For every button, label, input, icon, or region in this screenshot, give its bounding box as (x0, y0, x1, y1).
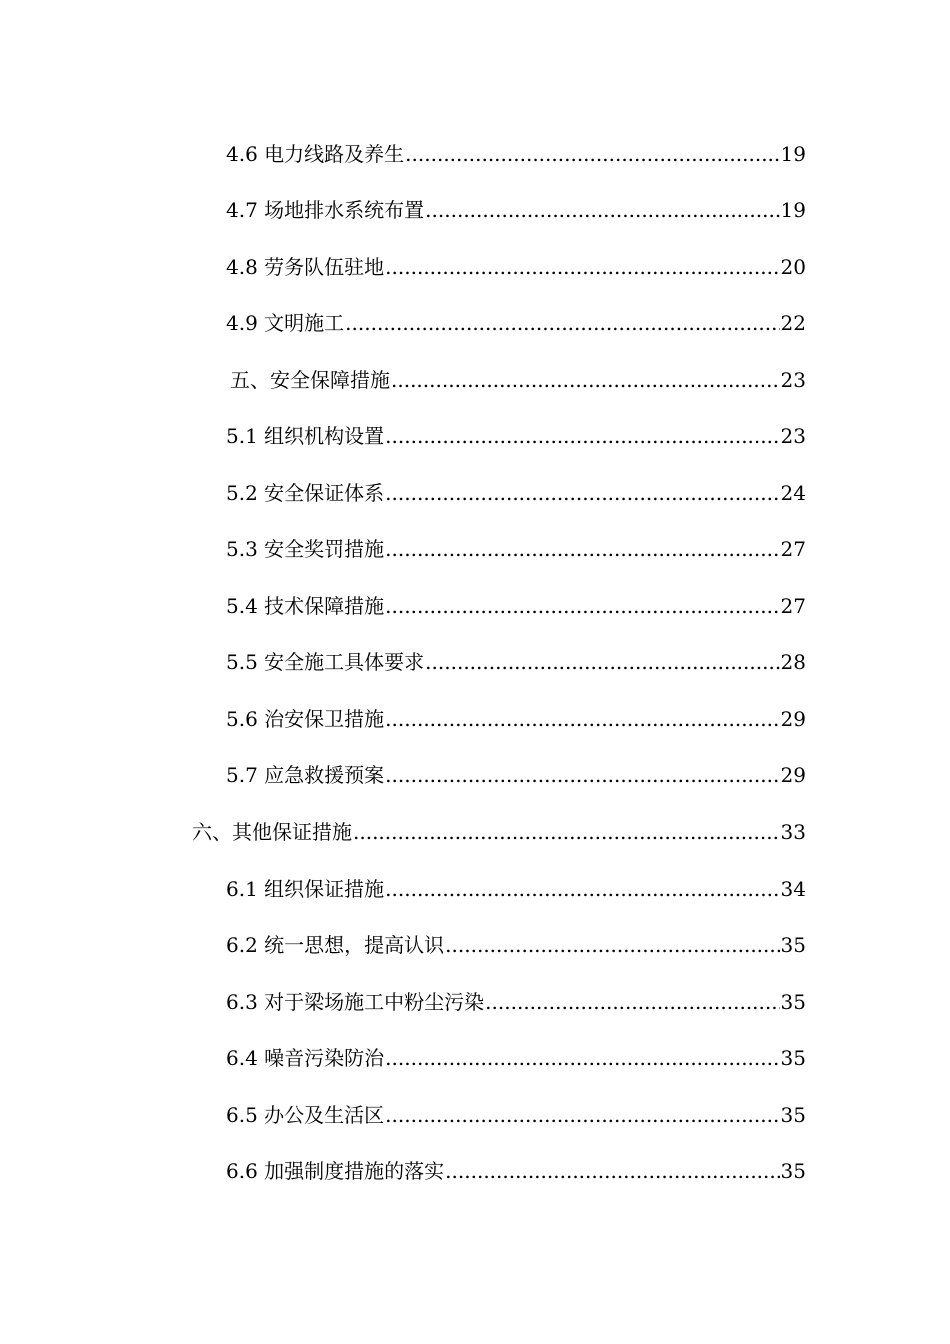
dot-leader (425, 198, 779, 222)
toc-entry-page-number: 22 (780, 311, 806, 335)
toc-entry-label: 4.9 文明施工 (226, 311, 345, 335)
dot-leader (385, 594, 779, 618)
toc-entry-page-number: 19 (780, 198, 806, 222)
toc-entry-page-number: 29 (780, 707, 806, 731)
toc-entry-page-number: 27 (780, 594, 806, 618)
dot-leader (425, 650, 779, 674)
toc-entry-page-number: 29 (780, 763, 806, 787)
dot-leader (385, 1046, 779, 1070)
toc-entry-5-5[interactable] (226, 644, 806, 674)
toc-entry-label: 6.3 对于梁场施工中粉尘污染 (226, 990, 485, 1014)
dot-leader (385, 255, 779, 279)
toc-entry-label: 五、安全保障措施 (230, 368, 390, 392)
toc-entry-6-4[interactable] (226, 1040, 806, 1070)
toc-entry-page-number: 35 (780, 1046, 806, 1070)
toc-entry-5-6[interactable] (226, 701, 806, 731)
toc-entry-page-number: 19 (780, 142, 806, 166)
toc-entry-4-6[interactable] (226, 136, 806, 166)
toc-entry-4-7[interactable] (226, 192, 806, 222)
toc-entry-page-number: 24 (780, 481, 806, 505)
toc-entry-page-number: 28 (780, 650, 806, 674)
toc-entry-label: 六、其他保证措施 (192, 820, 352, 844)
dot-leader (485, 990, 779, 1014)
toc-entry-label: 4.6 电力线路及养生 (226, 142, 405, 166)
toc-entry-label: 5.2 安全保证体系 (226, 481, 385, 505)
toc-entry-label: 6.4 噪音污染防治 (226, 1046, 385, 1070)
toc-entry-4-8[interactable] (226, 249, 806, 279)
toc-entry-6-6[interactable] (226, 1153, 806, 1183)
toc-entry-label: 4.8 劳务队伍驻地 (226, 255, 385, 279)
toc-entry-label: 5.1 组织机构设置 (226, 424, 385, 448)
dot-leader (385, 877, 779, 901)
toc-entry-5-3[interactable] (226, 531, 806, 561)
dot-leader (385, 537, 779, 561)
toc-entry-6-1[interactable] (226, 871, 806, 901)
toc-entry-label: 6.6 加强制度措施的落实 (226, 1159, 445, 1183)
toc-entry-5-7[interactable] (226, 757, 806, 787)
dot-leader (391, 368, 780, 392)
toc-entry-page-number: 35 (780, 933, 806, 957)
toc-entry-4-9[interactable] (226, 305, 806, 335)
dot-leader (345, 311, 779, 335)
toc-entry-page-number: 33 (780, 820, 806, 844)
toc-entry-label: 5.4 技术保障措施 (226, 594, 385, 618)
toc-entry-label: 5.5 安全施工具体要求 (226, 650, 425, 674)
toc-entry-label: 5.6 治安保卫措施 (226, 707, 385, 731)
toc-entry-page-number: 35 (780, 1159, 806, 1183)
toc-entry-label: 5.7 应急救援预案 (226, 763, 385, 787)
dot-leader (385, 707, 779, 731)
toc-entry-label: 6.2 统一思想，提高认识 (226, 933, 445, 957)
dot-leader (385, 424, 779, 448)
toc-entry-page-number: 35 (780, 1103, 806, 1127)
dot-leader (353, 820, 780, 844)
toc-entry-6-3[interactable] (226, 984, 806, 1014)
dot-leader (405, 142, 779, 166)
dot-leader (385, 481, 779, 505)
dot-leader (445, 1159, 779, 1183)
toc-entry-label: 6.1 组织保证措施 (226, 877, 385, 901)
toc-entry-label: 4.7 场地排水系统布置 (226, 198, 425, 222)
toc-entry-label: 6.5 办公及生活区 (226, 1103, 385, 1127)
toc-entry-6-5[interactable] (226, 1097, 806, 1127)
toc-entry-5-4[interactable] (226, 588, 806, 618)
toc-entry-page-number: 23 (780, 424, 806, 448)
toc-entry-5-2[interactable] (226, 475, 806, 505)
toc-entry-page-number: 27 (780, 537, 806, 561)
dot-leader (445, 933, 779, 957)
dot-leader (385, 763, 779, 787)
toc-entry-page-number: 35 (780, 990, 806, 1014)
toc-entry-section-6[interactable] (192, 814, 806, 844)
toc-entry-page-number: 23 (780, 368, 806, 392)
dot-leader (385, 1103, 779, 1127)
toc-entry-page-number: 34 (780, 877, 806, 901)
toc-entry-label: 5.3 安全奖罚措施 (226, 537, 385, 561)
toc-entry-5-1[interactable] (226, 418, 806, 448)
toc-entry-page-number: 20 (780, 255, 806, 279)
toc-entry-section-5[interactable] (230, 362, 806, 392)
toc-entry-6-2[interactable] (226, 927, 806, 957)
